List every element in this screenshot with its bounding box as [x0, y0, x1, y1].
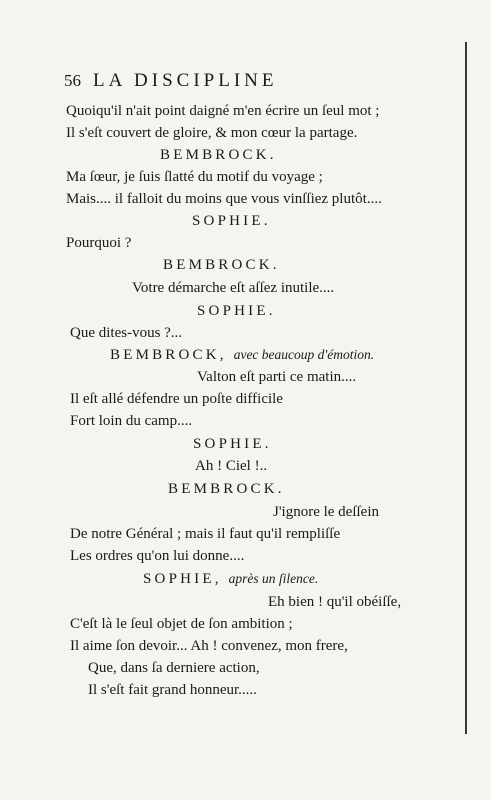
- verse-line: Que dites-vous ?...: [70, 325, 183, 341]
- stage-direction: après un ſilence.: [228, 571, 319, 586]
- verse-line: Que, dans ſa derniere action,: [88, 660, 260, 676]
- verse-line: Ah ! Ciel !..: [195, 458, 268, 474]
- verse-line: Eh bien ! qu'il obéiſſe,: [268, 594, 402, 610]
- verse-line: Il eſt allé défendre un poſte difficile: [70, 391, 283, 407]
- speaker-name: BEMBROCK.: [163, 257, 280, 273]
- speaker-name: BEMBROCK,: [110, 347, 227, 363]
- speaker-name: BEMBROCK.: [168, 481, 285, 497]
- verse-line: Il s'eſt couvert de gloire, & mon cœur la partage.: [66, 125, 358, 141]
- speaker-name: SOPHIE.: [192, 213, 271, 229]
- speaker-with-direction: [143, 570, 318, 588]
- verse-line: Fort loin du camp....: [70, 413, 193, 429]
- verse-line: J'ignore le deſſein: [273, 504, 380, 520]
- verse-line: Valton eſt parti ce matin....: [197, 369, 357, 385]
- verse-line: Il aime ſon devoir... Ah ! convenez, mon frere,: [70, 638, 348, 654]
- speaker-name: BEMBROCK.: [160, 147, 277, 163]
- verse-line: Ma ſœur, je ſuis ſlatté du motif du voyage ;: [66, 169, 323, 185]
- verse-line: Quoiqu'il n'ait point daigné m'en écrire un ſeul mot ;: [66, 103, 380, 119]
- verse-line: Il s'eſt fait grand honneur.....: [88, 682, 257, 698]
- stage-direction: avec beaucoup d'émotion.: [233, 347, 375, 362]
- page-number: 56: [64, 71, 81, 90]
- speaker-with-direction: [110, 346, 374, 364]
- verse-line: Les ordres qu'on lui donne....: [70, 548, 245, 564]
- verse-line: Pourquoi ?: [66, 235, 132, 251]
- verse-line: C'eſt là le ſeul objet de ſon ambition ;: [70, 616, 293, 632]
- running-title: LA DISCIPLINE: [93, 70, 278, 91]
- speaker-name: SOPHIE.: [193, 436, 272, 452]
- speaker-name: SOPHIE.: [197, 303, 276, 319]
- gutter-rule: [465, 42, 467, 734]
- verse-line: De notre Général ; mais il faut qu'il rempliſſe: [70, 526, 341, 542]
- running-header: [64, 70, 277, 92]
- verse-line: Votre démarche eſt aſſez inutile....: [132, 280, 335, 296]
- speaker-name: SOPHIE,: [143, 571, 222, 587]
- verse-line: Mais.... il falloit du moins que vous vinſſiez plutôt....: [66, 191, 382, 207]
